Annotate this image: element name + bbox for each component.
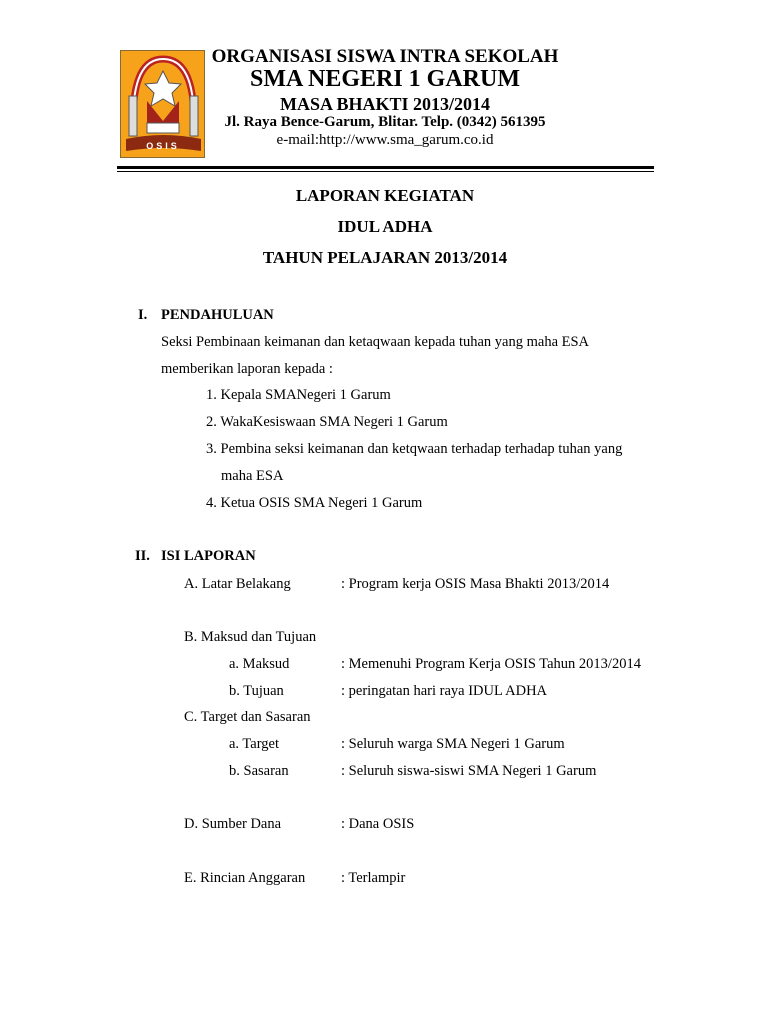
row-label: a. Maksud — [229, 656, 290, 672]
row-value: : Terlampir — [341, 870, 406, 886]
row-label: D. Sumber Dana — [184, 816, 282, 832]
section1-number: I. — [138, 307, 148, 323]
row-value: : Dana OSIS — [341, 816, 415, 832]
section1-title: PENDAHULUAN — [161, 307, 274, 323]
row-label: a. Target — [229, 736, 279, 752]
section1-paragraph: memberikan laporan kepada : — [161, 361, 333, 377]
org-name: ORGANISASI SISWA INTRA SEKOLAH — [211, 46, 559, 67]
email: e-mail:http://www.sma_garum.co.id — [276, 132, 494, 148]
row-label: A. Latar Belakang — [184, 576, 291, 592]
title-line1: LAPORAN KEGIATAN — [295, 186, 475, 205]
address: Jl. Raya Bence-Garum, Blitar. Telp. (0342) 561395 — [224, 114, 546, 130]
row-value: : Program kerja OSIS Masa Bhakti 2013/2014 — [341, 576, 610, 592]
list-item-continued: maha ESA — [221, 468, 284, 484]
row-value: : peringatan hari raya IDUL ADHA — [341, 683, 548, 699]
section2-title: ISI LAPORAN — [161, 548, 256, 564]
period: MASA BHAKTI 2013/2014 — [279, 94, 491, 114]
row-label: b. Tujuan — [229, 683, 284, 699]
section1-paragraph: Seksi Pembinaan keimanan dan ketaqwaan kepada tuhan yang maha ESA — [161, 334, 590, 350]
list-item: 4. Ketua OSIS SMA Negeri 1 Garum — [206, 495, 423, 511]
list-item: 2. WakaKesiswaan SMA Negeri 1 Garum — [206, 414, 448, 430]
svg-text:OSIS: OSIS — [146, 141, 180, 151]
list-item: 1. Kepala SMANegeri 1 Garum — [206, 387, 391, 403]
title-line3: TAHUN PELAJARAN 2013/2014 — [262, 248, 508, 267]
header-rule-thin — [117, 171, 654, 172]
header-rule — [117, 166, 654, 169]
section2-number: II. — [135, 548, 150, 564]
title-line2: IDUL ADHA — [337, 217, 433, 236]
row-label: E. Rincian Anggaran — [184, 870, 306, 886]
row-value: : Seluruh siswa-siswi SMA Negeri 1 Garum — [341, 763, 597, 779]
row-value: : Memenuhi Program Kerja OSIS Tahun 2013/2014 — [341, 656, 641, 672]
list-item: 3. Pembina seksi keimanan dan ketqwaan terhadap terhadap tuhan yang — [206, 441, 623, 457]
row-value: : Seluruh warga SMA Negeri 1 Garum — [341, 736, 565, 752]
row-label: C. Target dan Sasaran — [184, 709, 311, 725]
row-label: B. Maksud dan Tujuan — [184, 629, 317, 645]
school-name: SMA NEGERI 1 GARUM — [249, 66, 520, 92]
row-label: b. Sasaran — [229, 763, 289, 779]
